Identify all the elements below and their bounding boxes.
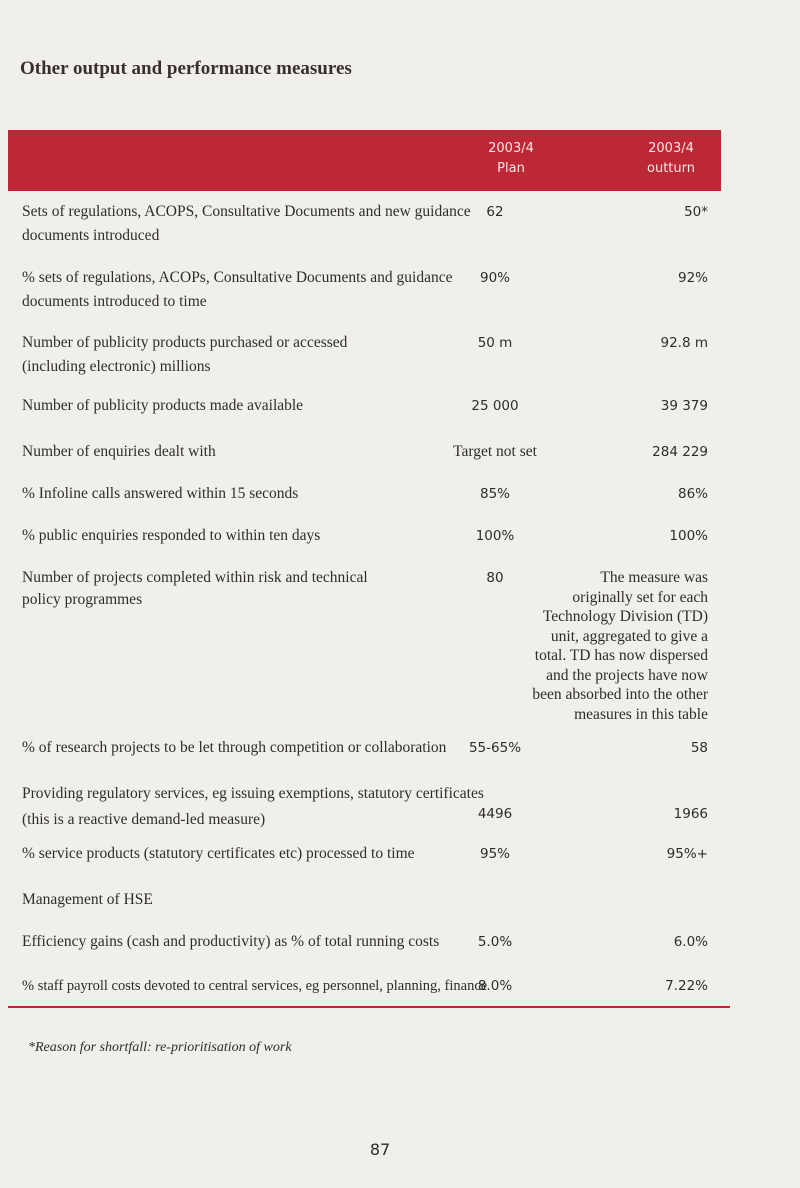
- row-label: % of research projects to be let through competition or collaboration: [22, 739, 447, 756]
- page-title: Other output and performance measures: [20, 58, 352, 79]
- outturn-value: 58: [690, 740, 708, 756]
- outturn-value: 6.0%: [673, 934, 708, 950]
- page-number: 87: [369, 1140, 391, 1159]
- row-label-continued: (this is a reactive demand-led measure): [22, 811, 266, 828]
- row-label-continued: documents introduced: [22, 227, 160, 244]
- outturn-value: 50*: [684, 204, 708, 220]
- outturn-value: 1966: [673, 806, 708, 822]
- outturn-note-line: Technology Division (TD): [542, 608, 708, 625]
- column-header-outturn-year: 2003/4: [648, 141, 694, 156]
- plan-value: 100%: [475, 528, 515, 544]
- plan-value: 5.0%: [477, 934, 513, 950]
- row-label: Number of publicity products made available: [22, 397, 304, 414]
- row-label: % sets of regulations, ACOPs, Consultative Documents and guidance: [22, 269, 453, 286]
- section-heading: Management of HSE: [22, 891, 153, 908]
- plan-value: 80: [486, 570, 504, 586]
- row-label-continued: documents introduced to time: [22, 293, 207, 310]
- outturn-value: 39 379: [660, 398, 708, 414]
- plan-value: Target not set: [453, 443, 537, 460]
- footnote: *Reason for shortfall: re-prioritisation of work: [28, 1040, 292, 1055]
- row-label: Providing regulatory services, eg issuing exemptions, statutory certificates: [22, 785, 484, 802]
- outturn-note-line: measures in this table: [574, 705, 708, 723]
- outturn-value: 92%: [677, 270, 708, 286]
- outturn-value: 7.22%: [665, 978, 708, 994]
- row-label: % service products (statutory certificates etc) processed to time: [22, 845, 415, 862]
- column-header-plan-label: Plan: [497, 161, 525, 176]
- column-header-plan-year: 2003/4: [488, 141, 534, 156]
- plan-value: 50 m: [477, 335, 513, 351]
- row-label: Efficiency gains (cash and productivity) as % of total running costs: [22, 933, 440, 950]
- row-label: Sets of regulations, ACOPS, Consultative Documents and new guidance: [22, 203, 471, 220]
- row-label: Number of publicity products purchased or accessed: [22, 334, 348, 351]
- row-label: % Infoline calls answered within 15 seconds: [22, 485, 299, 502]
- column-header-outturn: [616, 139, 726, 179]
- column-header-plan: [456, 139, 566, 179]
- outturn-value: 92.8 m: [660, 335, 708, 351]
- table-bottom-rule: [8, 1006, 730, 1008]
- plan-value: 4496: [477, 806, 513, 822]
- plan-value: 55-65%: [468, 740, 522, 756]
- outturn-note-line: The measure was: [600, 569, 708, 586]
- row-label: % public enquiries responded to within ten days: [22, 527, 321, 544]
- table-header-band: [8, 130, 721, 191]
- outturn-note-line: total. TD has now dispersed: [534, 647, 708, 664]
- outturn-note-line: been absorbed into the other: [532, 686, 708, 703]
- column-header-outturn-label: outturn: [647, 161, 695, 176]
- row-label-continued: (including electronic) millions: [22, 358, 211, 375]
- plan-value: 25 000: [471, 398, 519, 414]
- outturn-value: 86%: [677, 486, 708, 502]
- outturn-value: 95%+: [666, 846, 708, 862]
- outturn-value: 284 229: [652, 444, 708, 460]
- plan-value: 85%: [479, 486, 510, 502]
- outturn-note-line: and the projects have now: [546, 666, 708, 684]
- plan-value: 90%: [479, 270, 510, 286]
- plan-value: 95%: [479, 846, 510, 862]
- row-label: Number of enquiries dealt with: [22, 443, 216, 460]
- row-label: Number of projects completed within risk and technical: [22, 569, 368, 586]
- outturn-value: 100%: [669, 528, 708, 544]
- row-label-continued: policy programmes: [22, 591, 143, 608]
- row-label: % staff payroll costs devoted to central services, eg personnel, planning, finance: [22, 978, 488, 994]
- outturn-note-line: originally set for each: [572, 588, 708, 606]
- outturn-note-line: unit, aggregated to give a: [550, 627, 708, 645]
- plan-value: 62: [486, 204, 504, 220]
- plan-value: 8.0%: [477, 978, 513, 994]
- outturn-note: [530, 568, 708, 724]
